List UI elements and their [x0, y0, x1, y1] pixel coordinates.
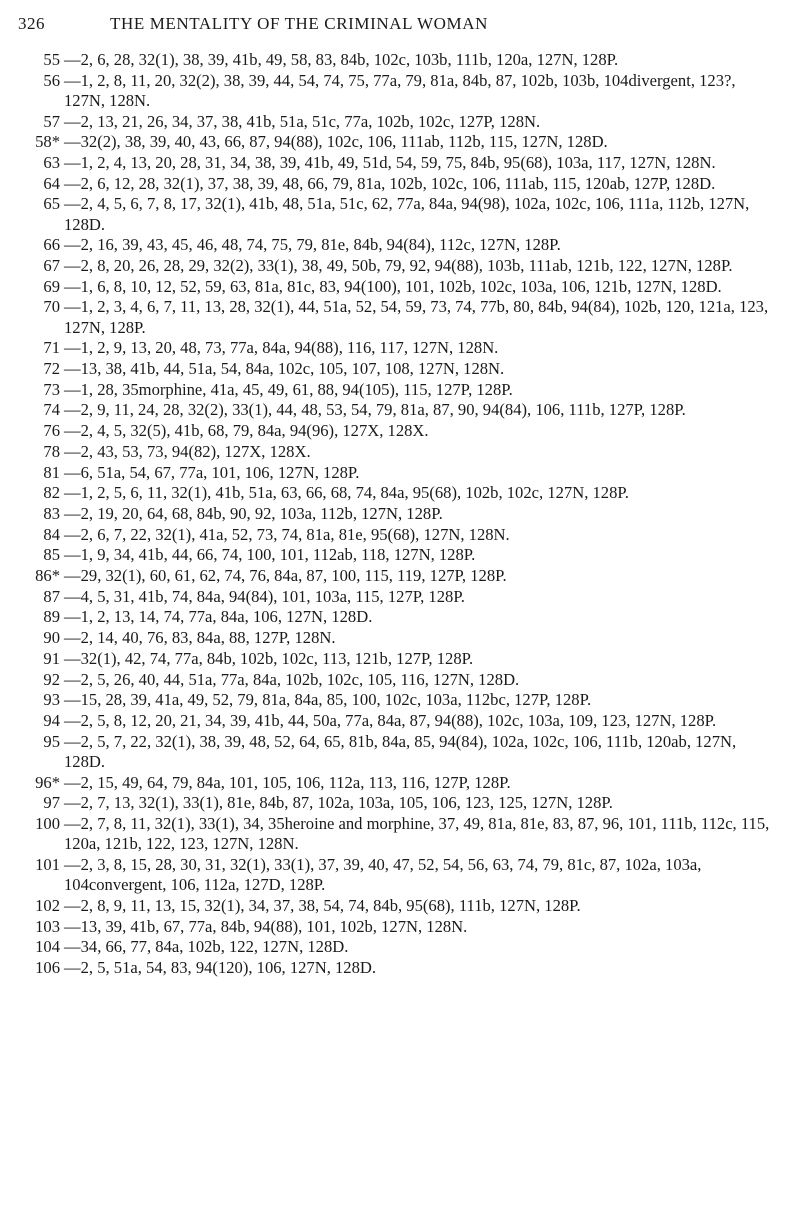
entry-number: 78 — [43, 441, 60, 461]
entry-text: —1, 2, 8, 11, 20, 32(2), 38, 39, 44, 54, 74, 75, 77a, 79, 81a, 84b, 87, 102b, 103b, 104divergent, 123?, 127N, 128N. — [64, 70, 736, 110]
entry-text: —2, 14, 40, 76, 83, 84a, 88, 127P, 128N. — [64, 628, 336, 648]
entry-text: —1, 2, 9, 13, 20, 48, 73, 77a, 84a, 94(88), 116, 117, 127N, 128N. — [64, 338, 499, 358]
entry-number: 58* — [35, 132, 60, 152]
entry-text: —2, 13, 21, 26, 34, 37, 38, 41b, 51a, 51c, 77a, 102b, 102c, 127P, 128N. — [64, 111, 541, 131]
entry-text: —2, 4, 5, 32(5), 41b, 68, 79, 84a, 94(96), 127X, 128X. — [64, 421, 429, 441]
entry-number: 97 — [43, 793, 60, 813]
entry-number: 55 — [43, 50, 60, 69]
list-item — [18, 504, 770, 524]
entry-number: 92 — [43, 669, 60, 689]
list-item — [18, 545, 770, 565]
entry-number: 101 — [35, 854, 60, 874]
list-item — [18, 112, 770, 132]
entry-number: 86* — [35, 566, 60, 586]
entry-text: —1, 2, 3, 4, 6, 7, 11, 13, 28, 32(1), 44, 51a, 52, 54, 59, 73, 74, 77b, 80, 84b, 94(84), 102b, 120, 121a, 123, 127N, 128P. — [64, 297, 769, 337]
entry-number: 102 — [35, 895, 60, 915]
list-item — [18, 50, 770, 70]
entry-text: —2, 6, 28, 32(1), 38, 39, 41b, 49, 58, 83, 84b, 102c, 103b, 111b, 120a, 127N, 128P. — [64, 50, 619, 69]
entry-text: —4, 5, 31, 41b, 74, 84a, 94(84), 101, 103a, 115, 127P, 128P. — [64, 586, 465, 606]
entry-text: —32(2), 38, 39, 40, 43, 66, 87, 94(88), 102c, 106, 111ab, 112b, 115, 127N, 128D. — [64, 132, 608, 152]
entry-text: —2, 43, 53, 73, 94(82), 127X, 128X. — [64, 441, 311, 461]
entry-text: —2, 15, 49, 64, 79, 84a, 101, 105, 106, 112a, 113, 116, 127P, 128P. — [64, 772, 511, 792]
list-item — [18, 937, 770, 957]
list-item — [18, 525, 770, 545]
entry-number: 66 — [43, 235, 60, 255]
entry-text: —2, 6, 7, 22, 32(1), 41a, 52, 73, 74, 81a, 81e, 95(68), 127N, 128N. — [64, 524, 510, 544]
page-header — [18, 14, 770, 40]
list-item — [18, 442, 770, 462]
entry-number: 96* — [35, 772, 60, 792]
entry-list — [18, 50, 770, 978]
entry-text: —32(1), 42, 74, 77a, 84b, 102b, 102c, 113, 121b, 127P, 128P. — [64, 648, 474, 668]
list-item — [18, 421, 770, 441]
entry-text: —2, 9, 11, 24, 28, 32(2), 33(1), 44, 48, 53, 54, 79, 81a, 87, 90, 94(84), 106, 111b, 127P, 128P. — [64, 400, 686, 420]
entry-number: 65 — [43, 194, 60, 214]
list-item — [18, 649, 770, 669]
entry-number: 57 — [43, 111, 60, 131]
entry-text: —2, 7, 8, 11, 32(1), 33(1), 34, 35heroine and morphine, 37, 49, 81a, 81e, 83, 87, 96, 101, 111b, 112c, 115, 120a, 121b, 122, 123, 127N, 128N. — [64, 814, 770, 854]
entry-number: 84 — [43, 524, 60, 544]
entry-number: 103 — [35, 916, 60, 936]
entry-number: 89 — [43, 607, 60, 627]
entry-text: —2, 5, 8, 12, 20, 21, 34, 39, 41b, 44, 50a, 77a, 84a, 87, 94(88), 102c, 103a, 109, 123, 127N, 128P. — [64, 711, 717, 730]
entry-text: —29, 32(1), 60, 61, 62, 74, 76, 84a, 87, 100, 115, 119, 127P, 128P. — [64, 566, 507, 586]
entry-text: —1, 2, 13, 14, 74, 77a, 84a, 106, 127N, 128D. — [64, 607, 373, 627]
entry-number: 87 — [43, 586, 60, 606]
entry-text: —2, 7, 13, 32(1), 33(1), 81e, 84b, 87, 102a, 103a, 105, 106, 123, 125, 127N, 128P. — [64, 793, 613, 813]
list-item — [18, 297, 770, 337]
entry-number: 69 — [43, 276, 60, 296]
list-item — [18, 711, 770, 731]
list-item — [18, 670, 770, 690]
list-item — [18, 194, 770, 234]
entry-text: —2, 3, 8, 15, 28, 30, 31, 32(1), 33(1), 37, 39, 40, 47, 52, 54, 56, 63, 74, 79, 81c, 87, 102a, 103a, 104convergent, 106, 112a, 127D, 128P. — [64, 854, 702, 895]
entry-number: 70 — [43, 297, 60, 317]
entry-number: 67 — [43, 256, 60, 276]
entry-number: 76 — [43, 421, 60, 441]
entry-number: 93 — [43, 690, 60, 710]
entry-text: —1, 9, 34, 41b, 44, 66, 74, 100, 101, 112ab, 118, 127N, 128P. — [64, 545, 476, 565]
entry-number: 94 — [43, 711, 60, 730]
entry-text: —13, 38, 41b, 44, 51a, 54, 84a, 102c, 105, 107, 108, 127N, 128N. — [64, 359, 505, 379]
list-item — [18, 174, 770, 194]
list-item — [18, 132, 770, 152]
list-item — [18, 628, 770, 648]
list-item — [18, 359, 770, 379]
entry-text: —34, 66, 77, 84a, 102b, 122, 127N, 128D. — [64, 937, 349, 957]
entry-number: 106 — [35, 957, 60, 977]
list-item — [18, 463, 770, 483]
entry-number: 85 — [43, 545, 60, 565]
entry-number: 95 — [43, 731, 60, 751]
entry-number: 74 — [43, 400, 60, 420]
entry-number: 91 — [43, 648, 60, 668]
entry-text: —6, 51a, 54, 67, 77a, 101, 106, 127N, 128P. — [64, 462, 360, 482]
list-item — [18, 235, 770, 255]
entry-text: —1, 6, 8, 10, 12, 52, 59, 63, 81a, 81c, 83, 94(100), 101, 102b, 102c, 103a, 106, 121b, 127N, 128D. — [64, 276, 722, 296]
entry-text: —2, 19, 20, 64, 68, 84b, 90, 92, 103a, 112b, 127N, 128P. — [64, 503, 443, 523]
entry-text: —15, 28, 39, 41a, 49, 52, 79, 81a, 84a, 85, 100, 102c, 103a, 112bc, 127P, 128P. — [64, 690, 592, 710]
entry-text: —1, 2, 5, 6, 11, 32(1), 41b, 51a, 63, 66, 68, 74, 84a, 95(68), 102b, 102c, 127N, 128P. — [64, 483, 629, 503]
entry-text: —1, 28, 35morphine, 41a, 45, 49, 61, 88, 94(105), 115, 127P, 128P. — [64, 379, 513, 399]
entry-number: 90 — [43, 628, 60, 648]
list-item — [18, 855, 770, 895]
page-number: 326 — [18, 14, 45, 33]
entry-text: —2, 5, 26, 40, 44, 51a, 77a, 84a, 102b, 102c, 105, 116, 127N, 128D. — [64, 669, 520, 689]
list-item — [18, 773, 770, 793]
entry-text: —2, 5, 7, 22, 32(1), 38, 39, 48, 52, 64, 65, 81b, 84a, 85, 94(84), 102a, 102c, 106, 111b, 120ab, 127N, 128D. — [64, 731, 737, 771]
entry-number: 104 — [35, 937, 60, 957]
entry-text: —2, 8, 20, 26, 28, 29, 32(2), 33(1), 38, 49, 50b, 79, 92, 94(88), 103b, 111ab, 121b, 122, 127N, 128P. — [64, 256, 733, 276]
list-item — [18, 607, 770, 627]
list-item — [18, 153, 770, 173]
list-item — [18, 917, 770, 937]
entry-number: 63 — [43, 153, 60, 173]
entry-number: 81 — [43, 462, 60, 482]
entry-text: —2, 8, 9, 11, 13, 15, 32(1), 34, 37, 38, 54, 74, 84b, 95(68), 111b, 127N, 128P. — [64, 895, 581, 915]
entry-text: —1, 2, 4, 13, 20, 28, 31, 34, 38, 39, 41b, 49, 51d, 54, 59, 75, 84b, 95(68), 103a, 117, 127N, 128N. — [64, 153, 716, 173]
list-item — [18, 338, 770, 358]
entry-text: —2, 6, 12, 28, 32(1), 37, 38, 39, 48, 66, 79, 81a, 102b, 102c, 106, 111ab, 115, 120ab, 127P, 128D. — [64, 173, 716, 193]
entry-text: —2, 5, 51a, 54, 83, 94(120), 106, 127N, 128D. — [64, 957, 377, 977]
entry-number: 82 — [43, 483, 60, 503]
list-item — [18, 400, 770, 420]
running-head: THE MENTALITY OF THE CRIMINAL WOMAN — [110, 14, 489, 33]
list-item — [18, 277, 770, 297]
entry-text: —2, 4, 5, 6, 7, 8, 17, 32(1), 41b, 48, 51a, 51c, 62, 77a, 84a, 94(98), 102a, 102c, 106, 111a, 112b, 127N, 128D. — [64, 194, 750, 234]
list-item — [18, 71, 770, 111]
entry-number: 64 — [43, 173, 60, 193]
list-item — [18, 483, 770, 503]
entry-number: 72 — [43, 359, 60, 379]
entry-number: 83 — [43, 503, 60, 523]
list-item — [18, 587, 770, 607]
list-item — [18, 690, 770, 710]
list-item — [18, 896, 770, 916]
entry-text: —13, 39, 41b, 67, 77a, 84b, 94(88), 101, 102b, 127N, 128N. — [64, 916, 468, 936]
list-item — [18, 732, 770, 772]
list-item — [18, 566, 770, 586]
entry-number: 73 — [43, 379, 60, 399]
list-item — [18, 380, 770, 400]
entry-number: 56 — [43, 70, 60, 90]
list-item — [18, 958, 770, 978]
entry-number: 100 — [35, 814, 60, 834]
list-item — [18, 814, 770, 854]
entry-number: 71 — [43, 338, 60, 358]
entry-text: —2, 16, 39, 43, 45, 46, 48, 74, 75, 79, 81e, 84b, 94(84), 112c, 127N, 128P. — [64, 235, 561, 255]
list-item — [18, 256, 770, 276]
list-item — [18, 793, 770, 813]
